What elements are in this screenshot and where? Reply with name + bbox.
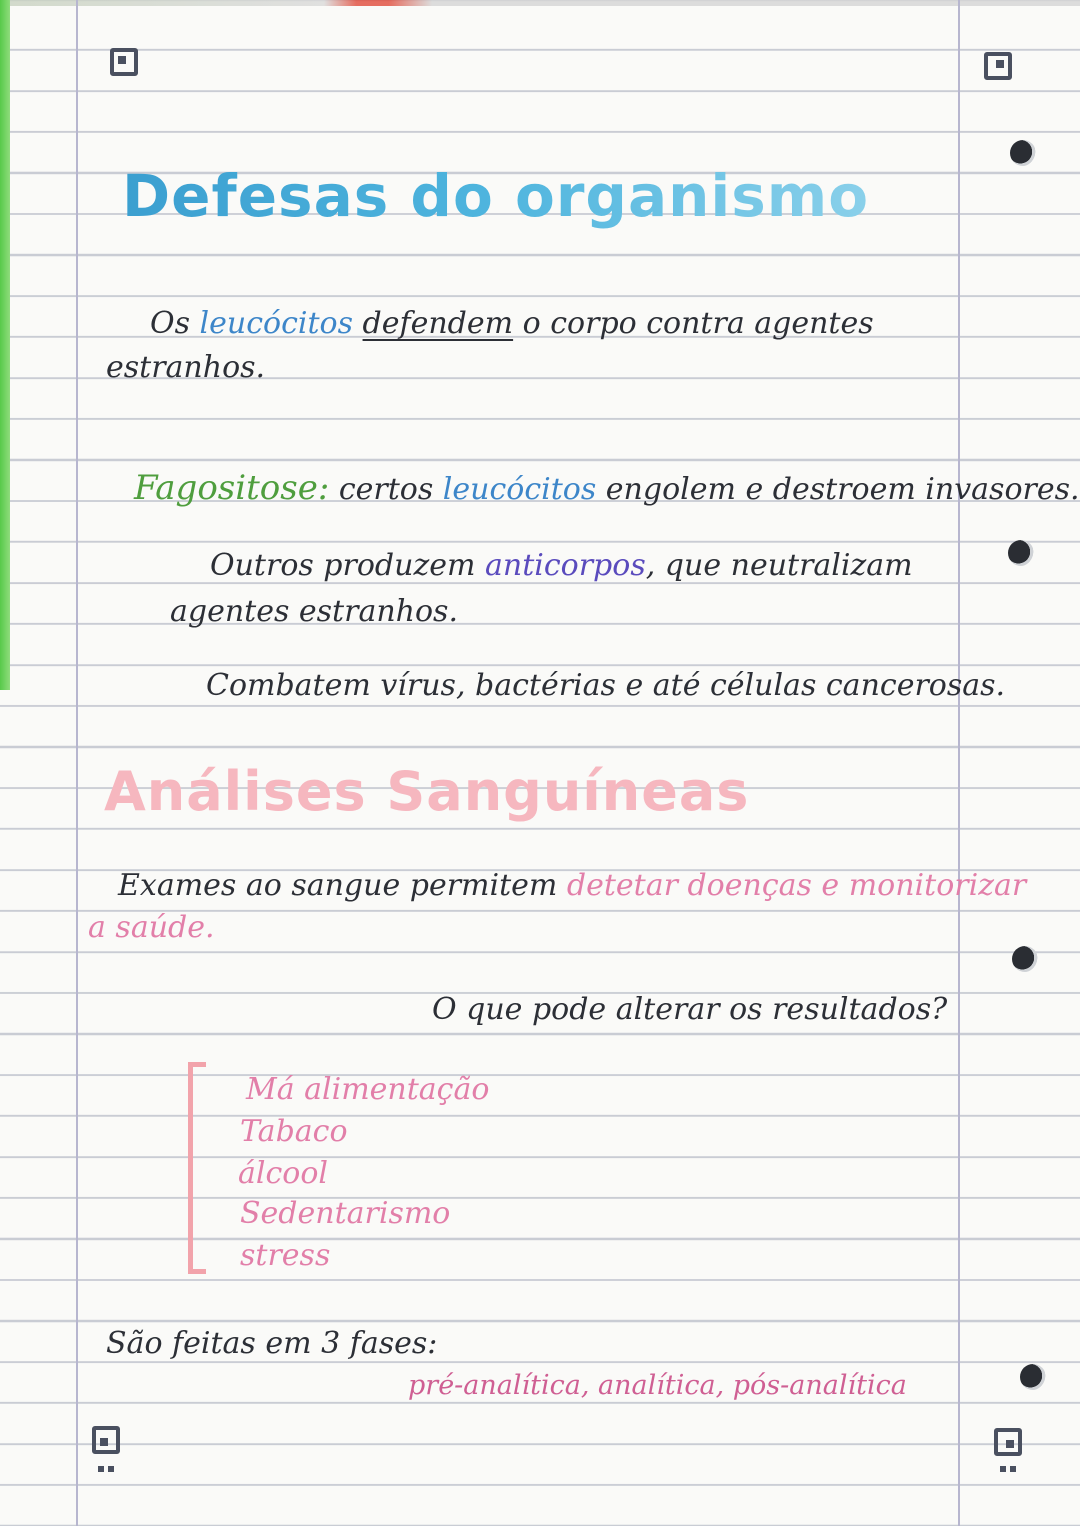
exames-line-2: a saúde. [88,910,215,945]
anticorpos-rest: , que neutralizam [645,548,913,583]
factor-item: stress [240,1238,331,1273]
corner-marker-top-left-icon [110,48,138,76]
anticorpos-line-2: agentes estranhos. [170,594,458,629]
corner-marker-bottom-right-icon [994,1428,1022,1456]
fagocitose-label: Fagositose: [134,468,330,508]
intro-line-2: estranhos. [106,350,266,385]
right-margin-line [958,0,960,1526]
fagocitose-leucocitos: leucócitos [442,472,597,507]
factor-item: álcool [238,1156,328,1191]
fagocitose-rest: engolem e destroem invasores. [605,472,1080,507]
intro-leucocitos: leucócitos [199,306,353,341]
exames-start: Exames ao sangue permitem [118,868,558,903]
page-title: Defesas do organismo [122,162,870,230]
intro-line-1 [150,306,874,341]
intro-rest: o corpo contra agentes [522,306,874,341]
anticorpos-word: anticorpos [485,548,646,583]
corner-marker-top-right-icon [984,52,1012,80]
intro-defendem: defendem [362,306,514,341]
exames-pink: detetar doenças e monitorizar [566,868,1027,903]
tick-marks-icon [98,1466,116,1472]
binder-hole-icon [1008,540,1034,566]
factor-item: Tabaco [240,1114,348,1149]
left-margin-line [76,0,78,1526]
binder-hole-icon [1010,140,1036,166]
page-top-edge [0,0,1080,6]
corner-marker-bottom-left-icon [92,1426,120,1454]
binder-hole-icon [1012,946,1038,972]
tick-marks-icon [1000,1466,1018,1472]
factor-item: Sedentarismo [240,1196,451,1231]
fagocitose-certos: certos [338,472,434,507]
anticorpos-outros: Outros produzem [210,548,476,583]
fases-intro: São feitas em 3 fases: [106,1326,438,1361]
anticorpos-line-1 [210,548,913,583]
intro-os: Os [150,306,190,341]
binder-hole-icon [1020,1364,1046,1390]
exames-line-1 [118,868,1026,903]
fagocitose-line [134,468,1080,508]
section-title-analises: Análises Sanguíneas [104,760,750,823]
page-left-edge [0,0,10,690]
question-line: O que pode alterar os resultados? [432,992,948,1027]
combatem-line: Combatem vírus, bactérias e até células cancerosas. [206,668,1006,703]
factors-bracket [188,1062,206,1274]
fases-list: pré-analítica, analítica, pós-analítica [408,1370,907,1401]
factor-item: Má alimentação [246,1072,490,1107]
